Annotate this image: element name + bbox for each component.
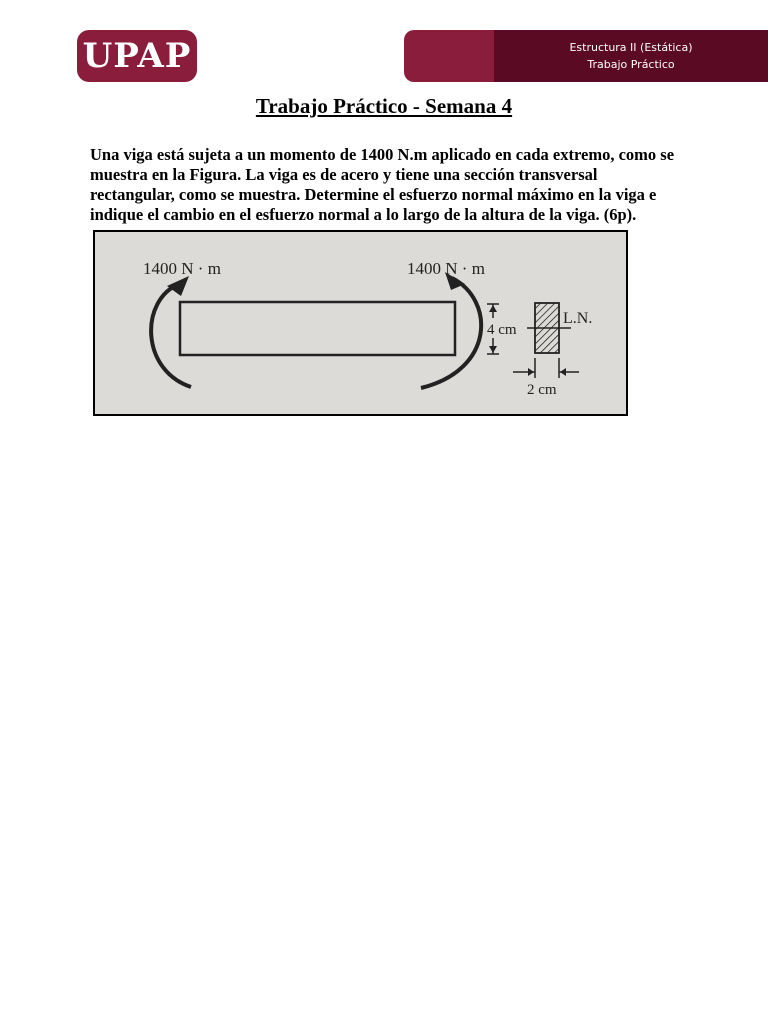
upap-logo: [77, 30, 197, 82]
height-arrow-up: [489, 305, 497, 312]
height-label: 4 cm: [487, 322, 517, 338]
right-moment-arrow: [421, 278, 481, 388]
left-arrowhead: [167, 276, 189, 296]
neutral-axis-label: L.N.: [563, 310, 593, 327]
problem-statement: Una viga está sujeta a un momento de 1400 N.m aplicado en cada extremo, como se muestra en la Figura. La viga es de acero y tiene una sección transversal rectangular, como se muestra. Determine el esfuerzo normal máximo en la viga e indique el cambio en el esfuerzo normal a lo largo de la altura de la viga. (6p).: [90, 145, 675, 224]
beam-figure: [93, 230, 628, 416]
left-moment-label: 1400 N · m: [143, 259, 221, 278]
course-name: Estructura II (Estática): [569, 41, 693, 54]
height-arrow-down: [489, 346, 497, 353]
banner-accent: [404, 30, 494, 82]
logo-text: UPAP: [82, 36, 192, 76]
right-moment-label: 1400 N · m: [407, 259, 485, 278]
width-arrow-left: [528, 368, 534, 376]
header-banner: [404, 30, 768, 82]
banner-text: [494, 30, 768, 82]
width-arrow-right: [560, 368, 566, 376]
page-title: Trabajo Práctico - Semana 4: [255, 94, 513, 118]
beam: [180, 302, 455, 355]
beam-diagram: [95, 232, 626, 414]
course-subtitle: Trabajo Práctico: [587, 58, 675, 71]
width-label: 2 cm: [527, 382, 557, 398]
left-moment-arrow: [151, 284, 191, 387]
